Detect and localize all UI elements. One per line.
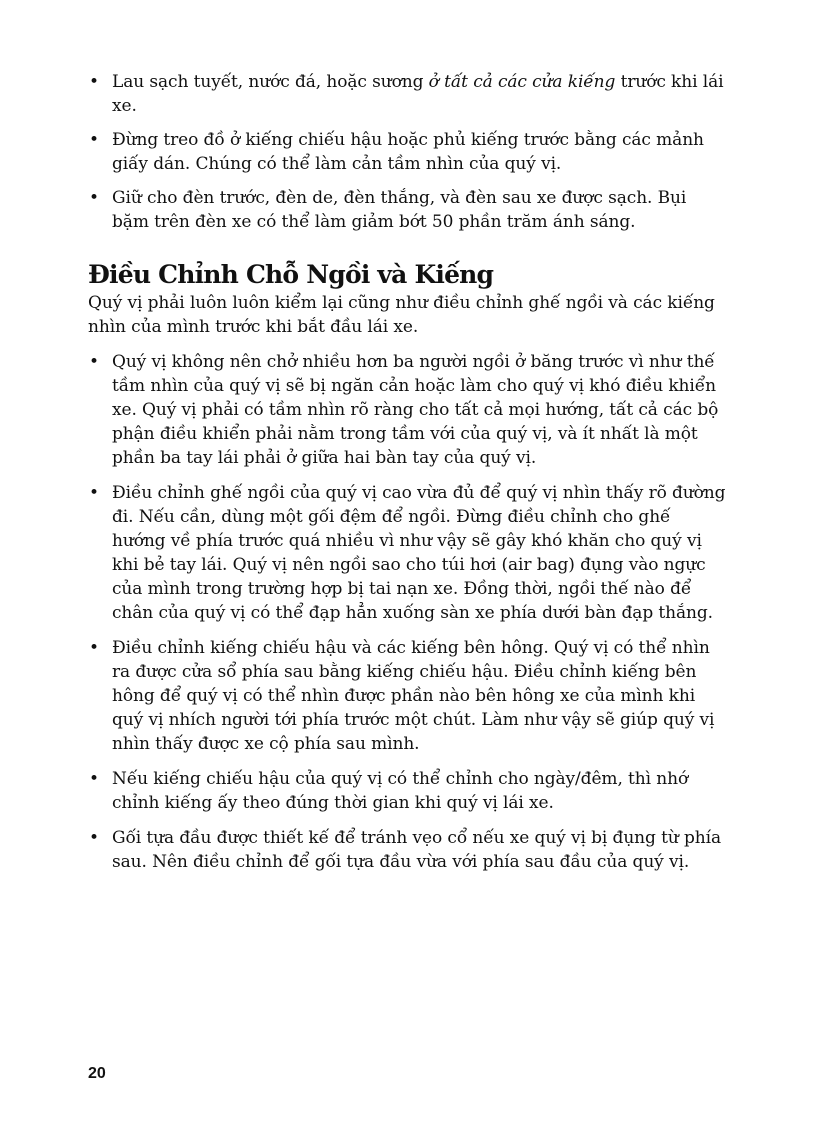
bullet-front-seat-passengers: • Quý vị không nên chở nhiều hơn ba người ngồi ở băng trước vì như thế tầm nhìn của quý vị sẽ bị ngăn cản hoặc làm cho quý vị khó điều khiển xe. Quý vị phải có tầm nhìn rõ ràng cho tất cả mọi hướng, tất cả các bộ phận điều khiển phải nằm trong tầm với của quý vị, và ít nhất là một phần ba tay lái phải ở giữa hai bàn tay của quý vị. <box>88 350 728 470</box>
bullet-text-start: Lau sạch tuyết, nước đá, hoặc sương <box>112 72 429 92</box>
bullet-no-hanging-items: • Đừng treo đồ ở kiếng chiếu hậu hoặc phủ kiếng trước bằng các mảnh giấy dán. Chúng có thể làm cản tầm nhìn của quý vị. <box>88 128 728 176</box>
page-number: 20 <box>88 1065 106 1082</box>
section-bullet-list <box>88 350 728 874</box>
bullet-head-restraint: • Gối tựa đầu được thiết kế để tránh vẹo cổ nếu xe quý vị bị đụng từ phía sau. Nên điều chỉnh để gối tựa đầu vừa với phía sau đầu của quý vị. <box>88 826 728 874</box>
bullet-text-italic: ở tất cả các cửa kiếng <box>428 72 616 92</box>
bullet-clean-windows <box>88 70 728 118</box>
bullet-adjust-seat: • Điều chỉnh ghế ngồi của quý vị cao vừa đủ để quý vị nhìn thấy rõ đường đi. Nếu cần, dùng một gối đệm để ngồi. Đừng điều chỉnh cho ghế hướng về phía trước quá nhiều vì như vậy sẽ gây khó khăn cho quý vị khi bẻ tay lái. Quý vị nên ngồi sao cho túi hơi (air bag) đụng vào ngực của mình trong trường hợp bị tai nạn xe. Đồng thời, ngồi thế nào để chân của quý vị có thể đạp hẳn xuống sàn xe phía dưới bàn đạp thắng. <box>88 481 728 625</box>
document-page <box>88 70 728 885</box>
bullet-text-end: trước khi lái xe. <box>112 72 724 116</box>
bullet-adjust-mirrors: • Điều chỉnh kiếng chiếu hậu và các kiếng bên hông. Quý vị có thể nhìn ra được cửa sổ phía sau bằng kiếng chiếu hậu. Điều chỉnh kiếng bên hông để quý vị có thể nhìn được phần nào bên hông xe của mình khi quý vị nhích người tới phía trước một chút. Làm như vậy sẽ giúp quý vị nhìn thấy được xe cộ phía sau mình. <box>88 636 728 756</box>
section-intro: Quý vị phải luôn luôn kiểm lại cũng như điều chỉnh ghế ngồi và các kiếng nhìn của mình trước khi bắt đầu lái xe. <box>88 293 715 337</box>
bullet-clean-lights: • Giữ cho đèn trước, đèn de, đèn thắng, và đèn sau xe được sạch. Bụi bặm trên đèn xe có thể làm giảm bớt 50 phần trăm ánh sáng. <box>88 186 728 234</box>
section-heading: Điều Chỉnh Chỗ Ngồi và Kiếng <box>88 260 494 289</box>
top-bullet-list <box>88 70 728 234</box>
bullet-day-night-mirror: • Nếu kiếng chiếu hậu của quý vị có thể chỉnh cho ngày/đêm, thì nhớ chỉnh kiếng ấy theo đúng thời gian khi quý vị lái xe. <box>88 767 728 815</box>
